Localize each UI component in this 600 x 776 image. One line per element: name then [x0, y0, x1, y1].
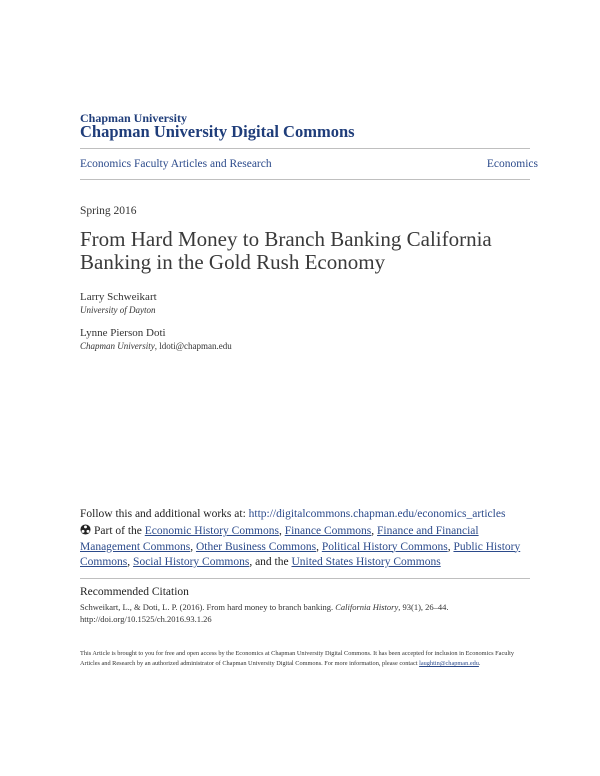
recommended-citation-heading: Recommended Citation: [80, 586, 189, 598]
author-name: Larry Schweikart: [80, 291, 157, 303]
follow-line: [80, 508, 505, 520]
divider-top: [80, 148, 530, 149]
department-link[interactable]: Economics: [486, 158, 538, 170]
citation-start: Schweikart, L., & Doti, L. P. (2016). From hard money to branch banking.: [80, 602, 336, 612]
affiliation-text: Chapman University: [80, 341, 155, 351]
commons-link-political-history[interactable]: Political History Commons: [321, 540, 448, 553]
citation-end: , 93(1), 26–44. http://doi.org/10.1525/ch.2016.93.1.26: [80, 602, 449, 624]
commons-link-other-business[interactable]: Other Business Commons: [195, 540, 317, 553]
collection-url-link[interactable]: http://digitalcommons.chapman.edu/economics_articles: [248, 508, 506, 520]
article-title: From Hard Money to Branch Banking California Banking in the Gold Rush Economy: [80, 227, 492, 274]
divider-citation: [80, 578, 530, 579]
part-of-prefix: Part of the: [94, 525, 145, 537]
citation-text: [80, 602, 530, 625]
author-affiliation: University of Dayton: [80, 305, 156, 315]
commons-link-economic-history[interactable]: Economic History Commons: [144, 525, 279, 537]
institution-name: Chapman University: [80, 111, 188, 125]
author-affiliation: [80, 341, 232, 351]
commons-link-public-history[interactable]: Public History Commons: [80, 540, 521, 568]
repository-link[interactable]: Chapman University Digital Commons: [80, 122, 355, 141]
author-email: , ldoti@chapman.edu: [154, 341, 232, 351]
and-text: , and the: [249, 556, 292, 568]
footer-text: This Article is brought to you for free and open access by the Economics at Chapman University Digital Commons. It has been accepted for inclusion in Economics Faculty Articles and Research by an authorized administrator of Chapman University Digital Commons. For more information, please contact: [80, 650, 515, 667]
commons-link-social-history[interactable]: Social History Commons: [133, 556, 250, 568]
footer-notice: [80, 649, 530, 669]
commons-link-finance-management[interactable]: Finance and Financial Management Commons: [80, 525, 479, 553]
contact-email-link[interactable]: laughtin@chapman.edu: [419, 660, 479, 667]
footer-end: .: [478, 660, 481, 667]
series-link[interactable]: Economics Faculty Articles and Research: [80, 158, 272, 170]
divider-collection: [80, 179, 530, 180]
author-name: Lynne Pierson Doti: [80, 327, 166, 339]
citation-journal: California History: [335, 602, 399, 612]
network-icon: [80, 524, 91, 535]
follow-prefix: Follow this and additional works at:: [80, 508, 249, 520]
part-of-block: Part of the Economic History Commons, Finance Commons, Finance and Financial Management Commons, Other Business Commons, Political History Commons, Public History Commons, Social History Commons, and the United States History Commons: [80, 525, 521, 568]
publication-date: Spring 2016: [80, 205, 137, 217]
commons-link-finance[interactable]: Finance Commons: [284, 525, 372, 537]
commons-link-us-history[interactable]: United States History Commons: [291, 556, 441, 568]
